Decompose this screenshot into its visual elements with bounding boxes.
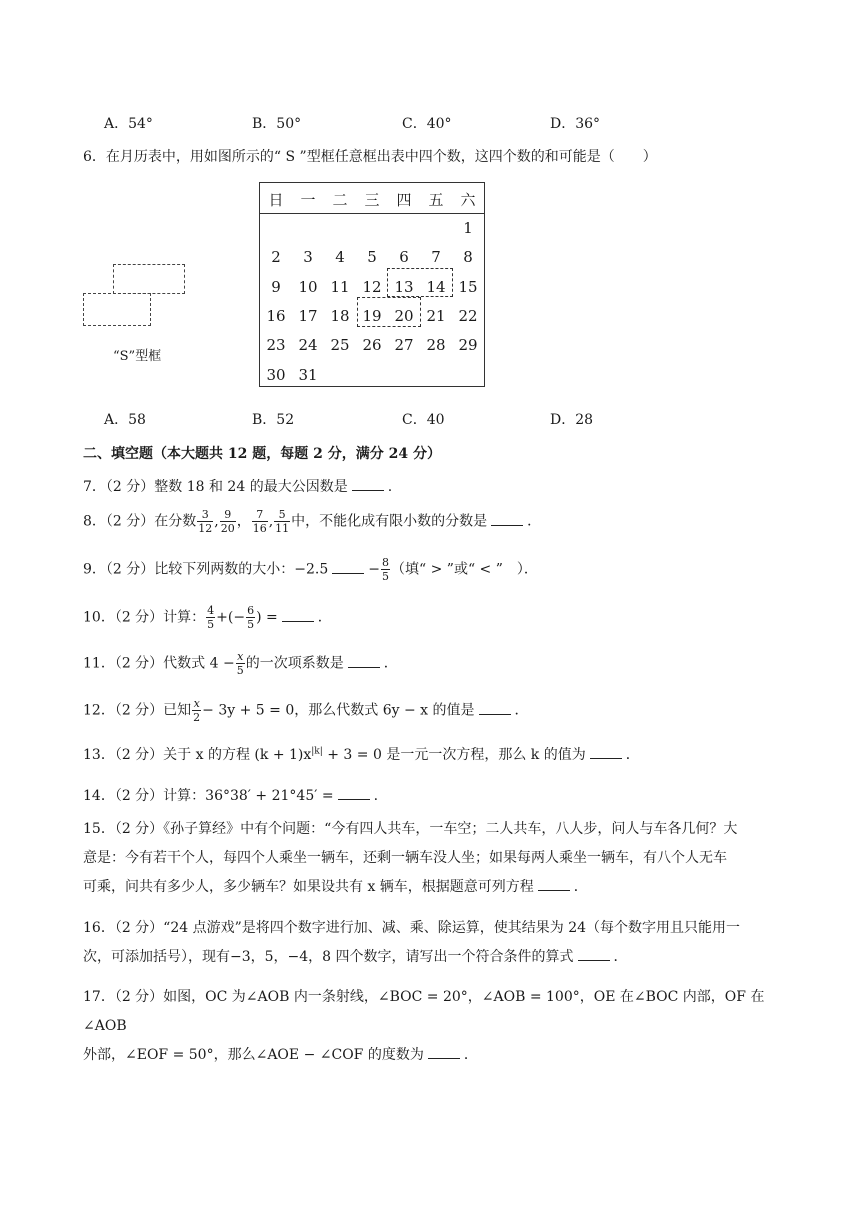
calendar-day: 18 bbox=[330, 306, 350, 325]
answer-blank[interactable] bbox=[491, 513, 523, 526]
calendar-weekday: 四 bbox=[396, 191, 412, 209]
fraction: $\frac{4}{5}$ bbox=[207, 604, 215, 631]
answer-blank[interactable] bbox=[332, 561, 364, 574]
q8-post: 中，不能化成有限小数的分数是 bbox=[291, 513, 488, 530]
calendar-day: 1 bbox=[463, 219, 473, 237]
answer-blank[interactable] bbox=[352, 478, 384, 491]
question-16: 16．（2 分）“24 点游戏”是将四个数字进行加、减、乘、除运算，使其结果为 24（每个数字用且只能用一 次，可添加括号），现有−3，5，−4，8 四个数字，请写出一个符合条件的算式 ． bbox=[83, 914, 783, 972]
s-frame-highlight-top bbox=[387, 268, 453, 297]
q11-post: 的一次项系数是 bbox=[245, 655, 344, 672]
q16-line1: 16．（2 分）“24 点游戏”是将四个数字进行加、减、乘、除运算，使其结果为 24（每个数字用且只能用一 bbox=[83, 920, 741, 936]
q15-line2: 意是：今有若干个人，每四个人乘坐一辆车，还剩一辆车没人坐；如果每两人乘坐一辆车，有八个人无车 bbox=[83, 850, 727, 866]
calendar-day: 15 bbox=[458, 277, 478, 296]
fraction: $\frac{6}{5}$ bbox=[247, 604, 255, 631]
calendar-weekday: 日 bbox=[268, 191, 284, 209]
calendar-day: 3 bbox=[303, 248, 313, 267]
question-15: 15．（2 分）《孙子算经》中有个问题：“今有四人共车，一车空；二人共车，八人步，问人与车各几何？大 意是：今有若干个人，每四个人乘坐一辆车，还剩一辆车没人坐；如果每两人乘坐一辆车，有八个人无车 可乘，问共有多少人，多少辆车？如果设共有 x 辆车，根据题意可列方程 ． bbox=[83, 815, 783, 902]
q17-line2: 外部，∠EOF = 50°，那么∠AOE − ∠COF 的度数为 bbox=[83, 1047, 424, 1063]
q9-pre: 9．（2 分）比较下列两数的大小：−2.5 bbox=[83, 561, 329, 578]
calendar-day: 30 bbox=[266, 365, 286, 384]
question-17: 17．（2 分）如图，OC 为∠AOB 内一条射线，∠BOC = 20°，∠AOB = 100°，OE 在∠BOC 内部，OF 在∠AOB 外部，∠EOF = 50°，那么∠AOE − ∠COF 的度数为 ． bbox=[83, 983, 783, 1070]
calendar-header bbox=[260, 183, 484, 214]
calendar-day: 12 bbox=[362, 277, 382, 296]
calendar-table bbox=[259, 182, 485, 387]
calendar-day: 8 bbox=[463, 248, 473, 267]
question-14: 14．（2 分）计算：36°38′ + 21°45′ = . bbox=[83, 788, 379, 804]
question-11: 11．（2 分）代数式 4 − $\frac{x}{5}$ 的一次项系数是 ． bbox=[83, 650, 398, 677]
fraction: $\frac{5}{11}$ bbox=[275, 508, 290, 535]
calendar-day: 21 bbox=[426, 306, 446, 325]
q7-text: 7．（2 分）整数 18 和 24 的最大公因数是 bbox=[83, 479, 348, 495]
fraction: $\frac{7}{16}$ bbox=[252, 508, 267, 535]
question-6-text: 6．在月历表中，用如图所示的“ S ”型框任意框出表中四个数，这四个数的和可能是（ ） bbox=[83, 149, 657, 165]
q17-line1: 17．（2 分）如图，OC 为∠AOB 内一条射线，∠BOC = 20°，∠AOB = 100°，OE 在∠BOC 内部，OF 在∠AOB bbox=[83, 989, 765, 1034]
calendar-day: 11 bbox=[330, 277, 350, 296]
calendar-day: 2 bbox=[271, 248, 281, 267]
calendar-day: 28 bbox=[426, 336, 446, 355]
q8-pre: 8．（2 分）在分数 bbox=[83, 513, 197, 530]
answer-blank[interactable] bbox=[338, 787, 370, 800]
q15-line1: 15．（2 分）《孙子算经》中有个问题：“今有四人共车，一车空；二人共车，八人步，问人与车各几何？大 bbox=[83, 821, 738, 837]
answer-blank[interactable] bbox=[282, 609, 314, 622]
question-13: 13．（2 分）关于 x 的方程 $(k + 1)x^{|k|} + 3 = 0$ 是一元一次方程，那么 k 的值为 ． bbox=[83, 746, 640, 763]
fraction: $\frac{8}{5}$ bbox=[382, 556, 389, 583]
s-frame-highlight-bottom bbox=[357, 297, 421, 327]
calendar-day: 6 bbox=[399, 248, 409, 267]
calendar-day: 26 bbox=[362, 336, 382, 355]
q5-option-c: C．40° bbox=[402, 116, 452, 132]
calendar-weekday: 二 bbox=[332, 191, 348, 209]
question-9: 9．（2 分）比较下列两数的大小：−2.5 − $\frac{8}{5}$ （填“ > ”或“ < ” ）． bbox=[83, 556, 538, 583]
q12-mid: − 3y + 5 = 0，那么代数式 6y − x 的值是 bbox=[202, 702, 475, 719]
q7-end: . bbox=[387, 479, 393, 495]
q15-line3: 可乘，问共有多少人，多少辆车？如果设共有 x 辆车，根据题意可列方程 bbox=[83, 879, 534, 895]
calendar-weekday: 三 bbox=[364, 191, 380, 209]
calendar-day: 5 bbox=[367, 248, 377, 267]
q16-line2: 次，可添加括号），现有−3，5，−4，8 四个数字，请写出一个符合条件的算式 bbox=[83, 949, 574, 965]
calendar-day: 29 bbox=[458, 336, 478, 355]
q5-option-b: B．50° bbox=[252, 116, 302, 132]
question-10: 10．（2 分）计算： $\frac{4}{5}$ +(− $\frac{6}{5}$ ) = ． bbox=[83, 604, 332, 631]
q13-text: 13．（2 分）关于 x 的方程 (k + 1)x bbox=[83, 747, 312, 763]
calendar-day: 19 bbox=[362, 306, 382, 325]
q14-text: 14．（2 分）计算：36°38′ + 21°45′ = bbox=[83, 788, 334, 804]
q6-option-c: C．40 bbox=[402, 412, 445, 428]
calendar-weekday: 五 bbox=[428, 191, 444, 209]
answer-blank[interactable] bbox=[578, 948, 610, 961]
calendar-day: 4 bbox=[335, 248, 345, 267]
fraction: $\frac{3}{12}$ bbox=[198, 508, 213, 535]
answer-blank[interactable] bbox=[538, 878, 570, 891]
calendar-day: 31 bbox=[298, 365, 318, 384]
answer-blank[interactable] bbox=[590, 746, 622, 759]
question-7 bbox=[83, 476, 392, 496]
calendar-weekday: 六 bbox=[460, 191, 476, 209]
answer-blank[interactable] bbox=[348, 655, 380, 668]
calendar-day: 7 bbox=[431, 248, 441, 267]
question-8: 8．（2 分）在分数 $\frac{3}{12}$ , $\frac{9}{20}$ ， $\frac{7}{16}$ , $\frac{5}{11}$ 中，不能化成有限小数的分数是 ． bbox=[83, 508, 542, 535]
calendar-day: 24 bbox=[298, 336, 318, 355]
answer-blank[interactable] bbox=[428, 1046, 460, 1059]
calendar-day: 9 bbox=[271, 277, 281, 296]
calendar-day: 13 bbox=[394, 277, 414, 296]
calendar-day: 22 bbox=[458, 306, 478, 325]
calendar-day: 20 bbox=[394, 306, 414, 325]
s-frame-caption: “S”型框 bbox=[113, 349, 162, 364]
q10-pre: 10．（2 分）计算： bbox=[83, 609, 206, 626]
calendar-day: 23 bbox=[266, 336, 286, 355]
calendar-day: 10 bbox=[298, 277, 318, 296]
calendar-day: 16 bbox=[266, 306, 286, 325]
q5-option-a: A．54° bbox=[104, 116, 153, 132]
calendar-day: 25 bbox=[330, 336, 350, 355]
fraction: $\frac{x}{2}$ bbox=[193, 697, 201, 724]
q6-option-b: B．52 bbox=[252, 412, 295, 428]
fraction: $\frac{x}{5}$ bbox=[236, 650, 244, 677]
q9-post: （填“ > ”或“ < ” ）． bbox=[391, 561, 538, 578]
q12-pre: 12．（2 分）已知 bbox=[83, 702, 192, 719]
question-12: 12．（2 分）已知 $\frac{x}{2}$ − 3y + 5 = 0，那么代数式 6y − x 的值是 ． bbox=[83, 697, 529, 724]
q6-option-a: A．58 bbox=[104, 412, 146, 428]
q11-pre: 11．（2 分）代数式 4 − bbox=[83, 655, 235, 672]
section-heading: 二、填空题（本大题共 12 题，每题 2 分，满分 24 分） bbox=[83, 446, 441, 462]
fraction: $\frac{9}{20}$ bbox=[220, 508, 235, 535]
calendar-day: 17 bbox=[298, 306, 318, 325]
q5-option-d: D．36° bbox=[550, 116, 601, 132]
calendar-day: 14 bbox=[426, 277, 446, 296]
q6-option-d: D．28 bbox=[550, 412, 594, 428]
calendar-day: 27 bbox=[394, 336, 414, 355]
answer-blank[interactable] bbox=[479, 702, 511, 715]
calendar-weekday: 一 bbox=[300, 191, 316, 209]
